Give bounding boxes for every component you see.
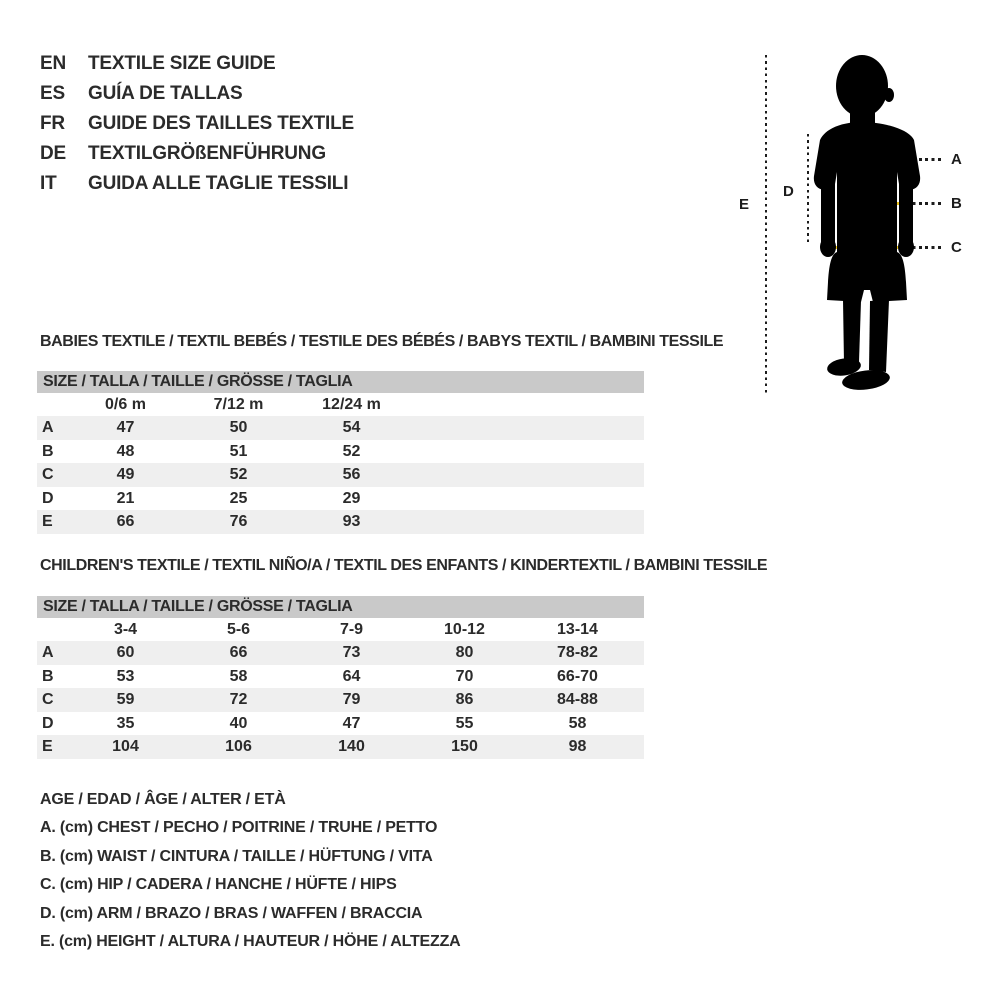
language-code: IT: [40, 173, 57, 194]
cell: 104: [112, 738, 139, 755]
cell: 55: [455, 714, 474, 732]
cell: 79: [342, 691, 361, 708]
cell: 80: [455, 644, 474, 661]
column-header: 10-12: [444, 621, 485, 638]
table-row: [37, 735, 644, 759]
legend-line: E. (cm) HEIGHT / ALTURA / HAUTEUR / HÖHE / ALTEZZA: [40, 933, 461, 951]
cell: 70: [455, 667, 474, 685]
column-header: 3-4: [113, 621, 138, 638]
babies-section-title: BABIES TEXTILE / TEXTIL BEBÉS / TESTILE DES BÉBÉS / BABYS TEXTIL / BAMBINI TESSILE: [40, 333, 724, 350]
children-size-table: [37, 596, 644, 759]
language-code: EN: [40, 53, 66, 74]
cell: 84-88: [557, 691, 598, 708]
cell: 49: [116, 466, 135, 483]
babies-column-headers: [37, 393, 644, 416]
cell: 58: [568, 714, 587, 732]
arm-measure-line: [807, 134, 809, 244]
language-row-es: [40, 79, 354, 109]
cell: 86: [455, 691, 474, 708]
measurement-legend: [40, 786, 461, 956]
language-title: GUÍA DE TALLAS: [88, 83, 243, 104]
cell: 29: [342, 489, 361, 507]
table-row: [37, 416, 644, 440]
language-title: GUIDE DES TAILLES TEXTILE: [88, 113, 354, 134]
row-label: E: [42, 738, 53, 755]
row-label: A: [42, 644, 54, 661]
language-title: TEXTILE SIZE GUIDE: [88, 53, 276, 74]
row-label: D: [42, 714, 54, 732]
column-header: 5-6: [226, 621, 251, 638]
cell: 76: [229, 513, 248, 530]
cell: 50: [229, 419, 248, 436]
cell: 52: [229, 466, 248, 483]
cell: 47: [116, 419, 135, 436]
language-code: FR: [40, 113, 65, 134]
language-code: ES: [40, 83, 65, 104]
cell: 51: [229, 442, 248, 460]
legend-line: C. (cm) HIP / CADERA / HANCHE / HÜFTE / HIPS: [40, 876, 397, 894]
cell: 54: [342, 419, 361, 436]
cell: 35: [116, 714, 135, 732]
language-code: DE: [40, 143, 66, 164]
column-header: 7-9: [339, 621, 364, 638]
cell: 21: [116, 489, 135, 507]
table-row: [37, 440, 644, 464]
cell: 47: [342, 714, 361, 732]
row-label: A: [42, 419, 54, 436]
cell: 93: [342, 513, 361, 530]
table-row: [37, 688, 644, 712]
cell: 73: [342, 644, 361, 661]
language-row-de: [40, 139, 354, 169]
cell: 52: [342, 442, 361, 460]
table-row: [37, 510, 644, 534]
children-section-title: CHILDREN'S TEXTILE / TEXTIL NIÑO/A / TEXTIL DES ENFANTS / KINDERTEXTIL / BAMBINI TESSILE: [40, 557, 768, 574]
row-label: B: [42, 667, 54, 685]
cell: 25: [229, 489, 248, 507]
language-row-it: [40, 169, 354, 199]
language-row-fr: [40, 109, 354, 139]
language-title: GUIDA ALLE TAGLIE TESSILI: [88, 173, 349, 194]
cell: 140: [338, 738, 365, 755]
table-row: [37, 712, 644, 736]
row-label: C: [42, 691, 54, 708]
column-header: 12/24 m: [322, 396, 381, 413]
cell: 106: [225, 738, 252, 755]
measure-label-d: D: [783, 183, 794, 200]
cell: 40: [229, 714, 248, 732]
cell: 58: [229, 667, 248, 685]
legend-age-line: AGE / EDAD / ÂGE / ALTER / ETÀ: [40, 791, 286, 808]
cell: 72: [229, 691, 248, 708]
child-silhouette: [813, 54, 923, 396]
cell: 53: [116, 667, 135, 685]
babies-table-header: SIZE / TALLA / TAILLE / GRÖSSE / TAGLIA: [37, 371, 644, 393]
children-table-header: SIZE / TALLA / TAILLE / GRÖSSE / TAGLIA: [37, 596, 644, 618]
cell: 59: [116, 691, 135, 708]
cell: 56: [342, 466, 361, 483]
babies-size-table: [37, 371, 644, 534]
language-list: [40, 49, 354, 199]
cell: 64: [342, 667, 361, 685]
height-measure-line: [765, 55, 767, 393]
measure-label-e: E: [739, 196, 750, 213]
measure-label-c: C: [951, 239, 962, 256]
cell: 60: [116, 644, 135, 661]
column-spacer: [37, 393, 69, 416]
column-header: 13-14: [557, 621, 598, 638]
row-label: D: [42, 489, 54, 507]
column-spacer: [37, 618, 69, 641]
column-header: 7/12 m: [213, 396, 264, 413]
legend-line: D. (cm) ARM / BRAZO / BRAS / WAFFEN / BRACCIA: [40, 904, 423, 922]
cell: 78-82: [557, 644, 598, 661]
cell: 66-70: [557, 667, 598, 685]
row-label: C: [42, 466, 54, 483]
table-row: [37, 665, 644, 689]
cell: 98: [568, 738, 587, 755]
language-row-en: [40, 49, 354, 79]
table-row: [37, 641, 644, 665]
cell: 66: [229, 644, 248, 661]
table-row: [37, 463, 644, 487]
language-title: TEXTILGRÖßENFÜHRUNG: [88, 143, 326, 164]
column-header: 0/6 m: [105, 396, 146, 413]
legend-line: A. (cm) CHEST / PECHO / POITRINE / TRUHE / PETTO: [40, 819, 438, 837]
legend-line: B. (cm) WAIST / CINTURA / TAILLE / HÜFTUNG / VITA: [40, 847, 433, 865]
table-row: [37, 487, 644, 511]
measure-label-b: B: [951, 195, 962, 212]
cell: 48: [116, 442, 135, 460]
measure-label-a: A: [951, 151, 962, 168]
children-column-headers: [37, 618, 644, 641]
cell: 66: [116, 513, 135, 530]
row-label: E: [42, 513, 53, 530]
row-label: B: [42, 442, 54, 460]
cell: 150: [451, 738, 478, 755]
